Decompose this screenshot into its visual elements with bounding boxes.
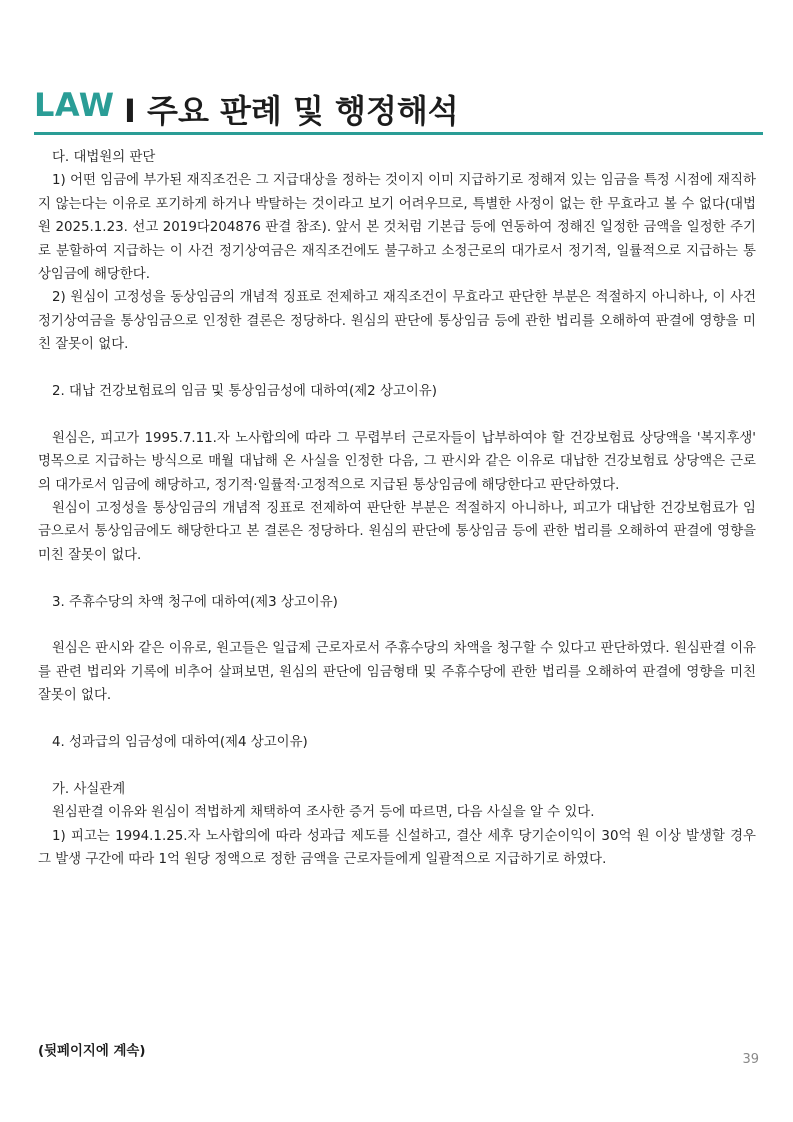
spacer <box>38 567 756 590</box>
paragraph: 원심은 판시와 같은 이유로, 원고들은 일급제 근로자로서 주휴수당의 차액을 청구할 수 있다고 판단하였다. 원심판결 이유를 관련 법리와 기록에 비추어 살펴보면, 원심의 판단에 임금형태 및 주휴수당에 관한 법리를 오해하여 판결에 영향을 미친 잘못이 없다. <box>38 641 756 704</box>
page-number: 39 <box>742 1052 759 1067</box>
paragraph: 1) 피고는 1994.1.25.자 노사합의에 따라 성과급 제도를 신설하고, 결산 세후 당기순이익이 30억 원 이상 발생할 경우 그 발생 구간에 따라 1억 원당 정액으로 정한 금액을 근로자들에게 일괄적으로 지급하기로 하였다. <box>38 828 756 868</box>
paragraph: 1) 어떤 임금에 부가된 재직조건은 그 지급대상을 정하는 것이지 이미 지급하기로 정해져 있는 임금을 특정 시점에 재직하지 않는다는 이유로 포기하게 하거나 박탈하는 것이라고 보기 어려우므로, 특별한 사정이 없는 한 무효라고 볼 수 없다(대법원 2025.1.23. 선고 2019다204876 판결 참조). 앞서 본 것처럼 기본급 등에 연동하여 정해진 일정한 금액을 일정한 주기로 분할하여 지급하는 이 사건 정기상여금은 재직조건에도 불구하고 소정근로의 대가로서 정기적, 일률적으로 지급하는 통상임금에 해당한다. <box>38 173 756 283</box>
paragraph: 2) 원심이 고정성을 동상임금의 개념적 징표로 전제하고 재직조건이 무효라고 판단한 부분은 적절하지 아니하나, 이 사건 정기상여금을 통상임금으로 인정한 결론은 정당하다. 원심의 판단에 통상임금 등에 관한 법리를 오해하여 판결에 영향을 미친 잘못이 없다. <box>38 290 756 353</box>
section-heading: 4. 성과급의 임금성에 대하여(제4 상고이유) <box>52 735 308 751</box>
paragraph: 원심판결 이유와 원심이 적법하게 채택하여 조사한 증거 등에 따르면, 다음 사실을 알 수 있다. <box>52 805 595 821</box>
section-heading: 2. 대납 건강보험료의 임금 및 통상임금성에 대하여(제2 상고이유) <box>52 384 437 400</box>
page-title: I 주요 판례 및 행정해석 <box>124 92 459 130</box>
section-label: LAW <box>34 86 115 124</box>
spacer <box>38 708 756 731</box>
spacer <box>38 357 756 380</box>
subsection-heading: 다. 대법원의 판단 <box>52 150 156 165</box>
spacer <box>38 754 756 777</box>
paragraph: 원심이 고정성을 통상임금의 개념적 징표로 전제하여 판단한 부분은 적절하지 아니하나, 피고가 대납한 건강보험료가 임금으로서 통상임금에도 해당한다고 본 결론은 정당하다. 원심의 판단에 통상임금 등에 관한 법리를 오해하여 판결에 영향을 미친 잘못이 없다. <box>38 501 756 563</box>
spacer <box>38 403 756 426</box>
spacer <box>38 614 756 637</box>
header-divider <box>34 132 763 135</box>
page-header <box>34 86 763 138</box>
document-body <box>38 146 756 872</box>
paragraph: 원심은, 피고가 1995.7.11.자 노사합의에 따라 그 무렵부터 근로자들이 납부하여야 할 건강보험료 상당액을 '복지후생' 명목으로 지급하는 방식으로 매월 대납해 온 사실을 인정한 다음, 그 판시와 같은 이유로 대납한 건강보험료 상당액은 근로의 대가로서 임금에 해당하고, 정기적·일률적·고정적으로 지급된 통상임금에 해당한다고 판단하였다. <box>38 430 756 493</box>
continued-note: (뒷페이지에 계속) <box>38 1044 146 1059</box>
subsection-heading: 가. 사실관계 <box>52 781 126 797</box>
section-heading: 3. 주휴수당의 차액 청구에 대하여(제3 상고이유) <box>52 594 338 610</box>
